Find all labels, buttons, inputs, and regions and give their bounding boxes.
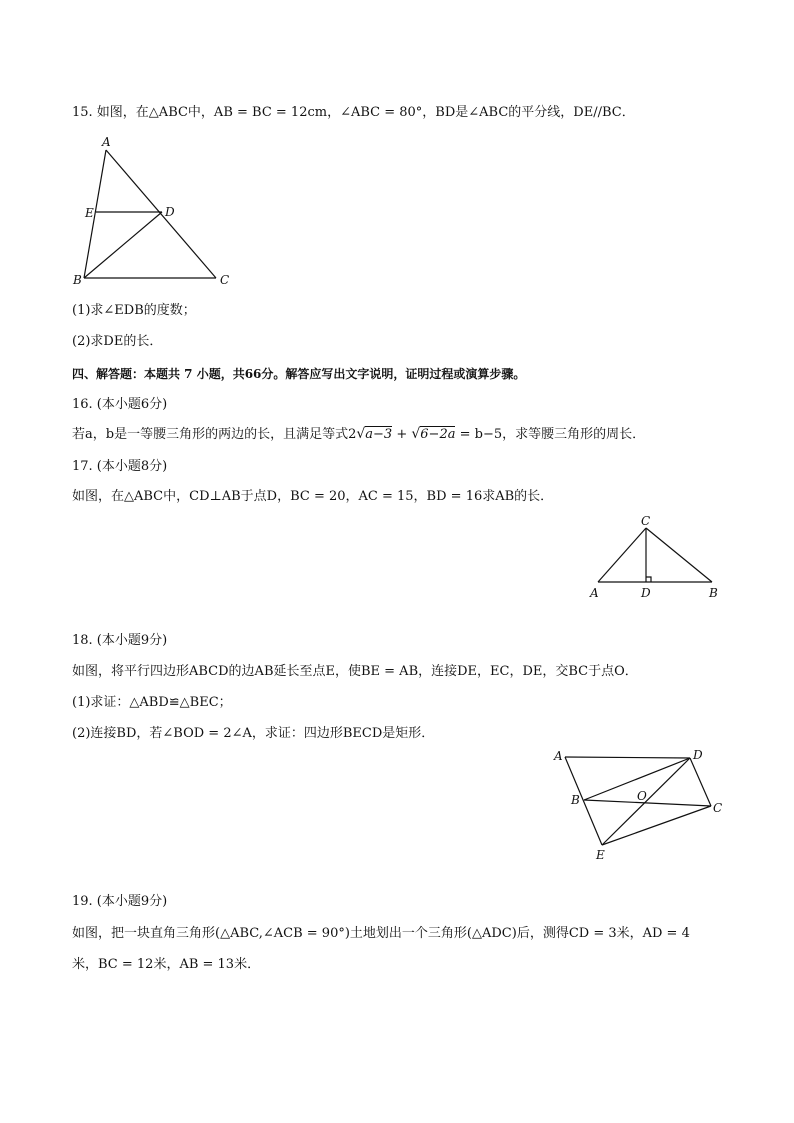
q15-label-b: B xyxy=(73,273,82,287)
q18-edge-ec xyxy=(602,806,711,845)
q16-text xyxy=(72,425,645,444)
q15-part1: (1)求∠EDB的度数； xyxy=(72,303,196,318)
q16-radicand1: a−3 xyxy=(365,427,393,442)
q17-right-angle-mark xyxy=(646,577,651,582)
q17-label-c: C xyxy=(641,514,651,528)
q18-edge-de xyxy=(602,758,690,845)
q18-label-b: B xyxy=(571,793,580,807)
q18-label-a: A xyxy=(554,749,563,763)
q15-label-e: E xyxy=(85,206,94,220)
q18-edge-ad xyxy=(565,757,690,758)
q15-edge-bd xyxy=(84,212,162,278)
q18-text: 如图，将平行四边形ABCD的边AB延长至点E，使BE = AB，连接DE，EC，DE，交BC于点O． xyxy=(72,664,638,679)
q15-edge-ab xyxy=(84,150,106,278)
q17-edge-bc xyxy=(646,528,712,582)
q15-label-d: D xyxy=(165,205,175,219)
q19-header: 19. (本小题9分) xyxy=(72,894,168,909)
q19-line2: 米，BC = 12米，AB = 13米． xyxy=(72,957,261,972)
q16-sqrt1: √ xyxy=(356,426,366,442)
q18-part2: (2)连接BD，若∠BOD = 2∠A，求证：四边形BECD是矩形． xyxy=(72,726,435,741)
q18-edge-dc xyxy=(690,758,711,806)
q18-edge-bc xyxy=(584,800,711,806)
q17-label-d: D xyxy=(641,586,651,600)
q15-stem: 15. 如图，在△ABC中，AB = BC = 12cm，∠ABC = 80°，BD是∠ABC的平分线，DE//BC． xyxy=(72,105,635,120)
q18-label-o: O xyxy=(637,789,647,803)
q15-label-a: A xyxy=(102,135,111,149)
q18-edge-bd xyxy=(584,758,690,800)
q18-label-c: C xyxy=(713,801,723,815)
q15-part2: (2)求DE的长． xyxy=(72,334,163,349)
q18-label-d: D xyxy=(693,748,703,762)
q19-line1: 如图，把一块直角三角形(△ABC,∠ACB = 90°)土地划出一个三角形(△ADC)后，测得CD = 3米，AD = 4 xyxy=(72,926,690,941)
q16-radicand2: 6−2a xyxy=(420,427,456,442)
q16-text-b: + xyxy=(392,427,412,442)
q18-part1: (1)求证：△ABD≌△BEC； xyxy=(72,695,232,710)
q16-text-c: = b−5，求等腰三角形的周长． xyxy=(455,427,646,442)
section-heading: 四、解答题：本题共 7 小题，共66分。解答应写出文字说明，证明过程或演算步骤。 xyxy=(72,367,526,381)
q17-label-a: A xyxy=(590,586,599,600)
q18-header: 18. (本小题9分) xyxy=(72,633,168,648)
q16-text-a: 若a，b是一等腰三角形的两边的长，且满足等式2 xyxy=(72,427,357,442)
q17-edge-ac xyxy=(598,528,646,582)
q16-header: 16. (本小题6分) xyxy=(72,397,168,412)
q18-label-e: E xyxy=(596,848,605,862)
q15-label-c: C xyxy=(220,273,230,287)
q17-label-b: B xyxy=(709,586,718,600)
q15-edge-ac xyxy=(106,150,216,278)
q17-text: 如图，在△ABC中，CD⊥AB于点D，BC = 20，AC = 15，BD = 16求AB的长． xyxy=(72,489,554,504)
q17-header: 17. (本小题8分) xyxy=(72,459,168,474)
q16-sqrt2: √ xyxy=(411,426,421,442)
q18-edge-ae xyxy=(565,757,602,845)
